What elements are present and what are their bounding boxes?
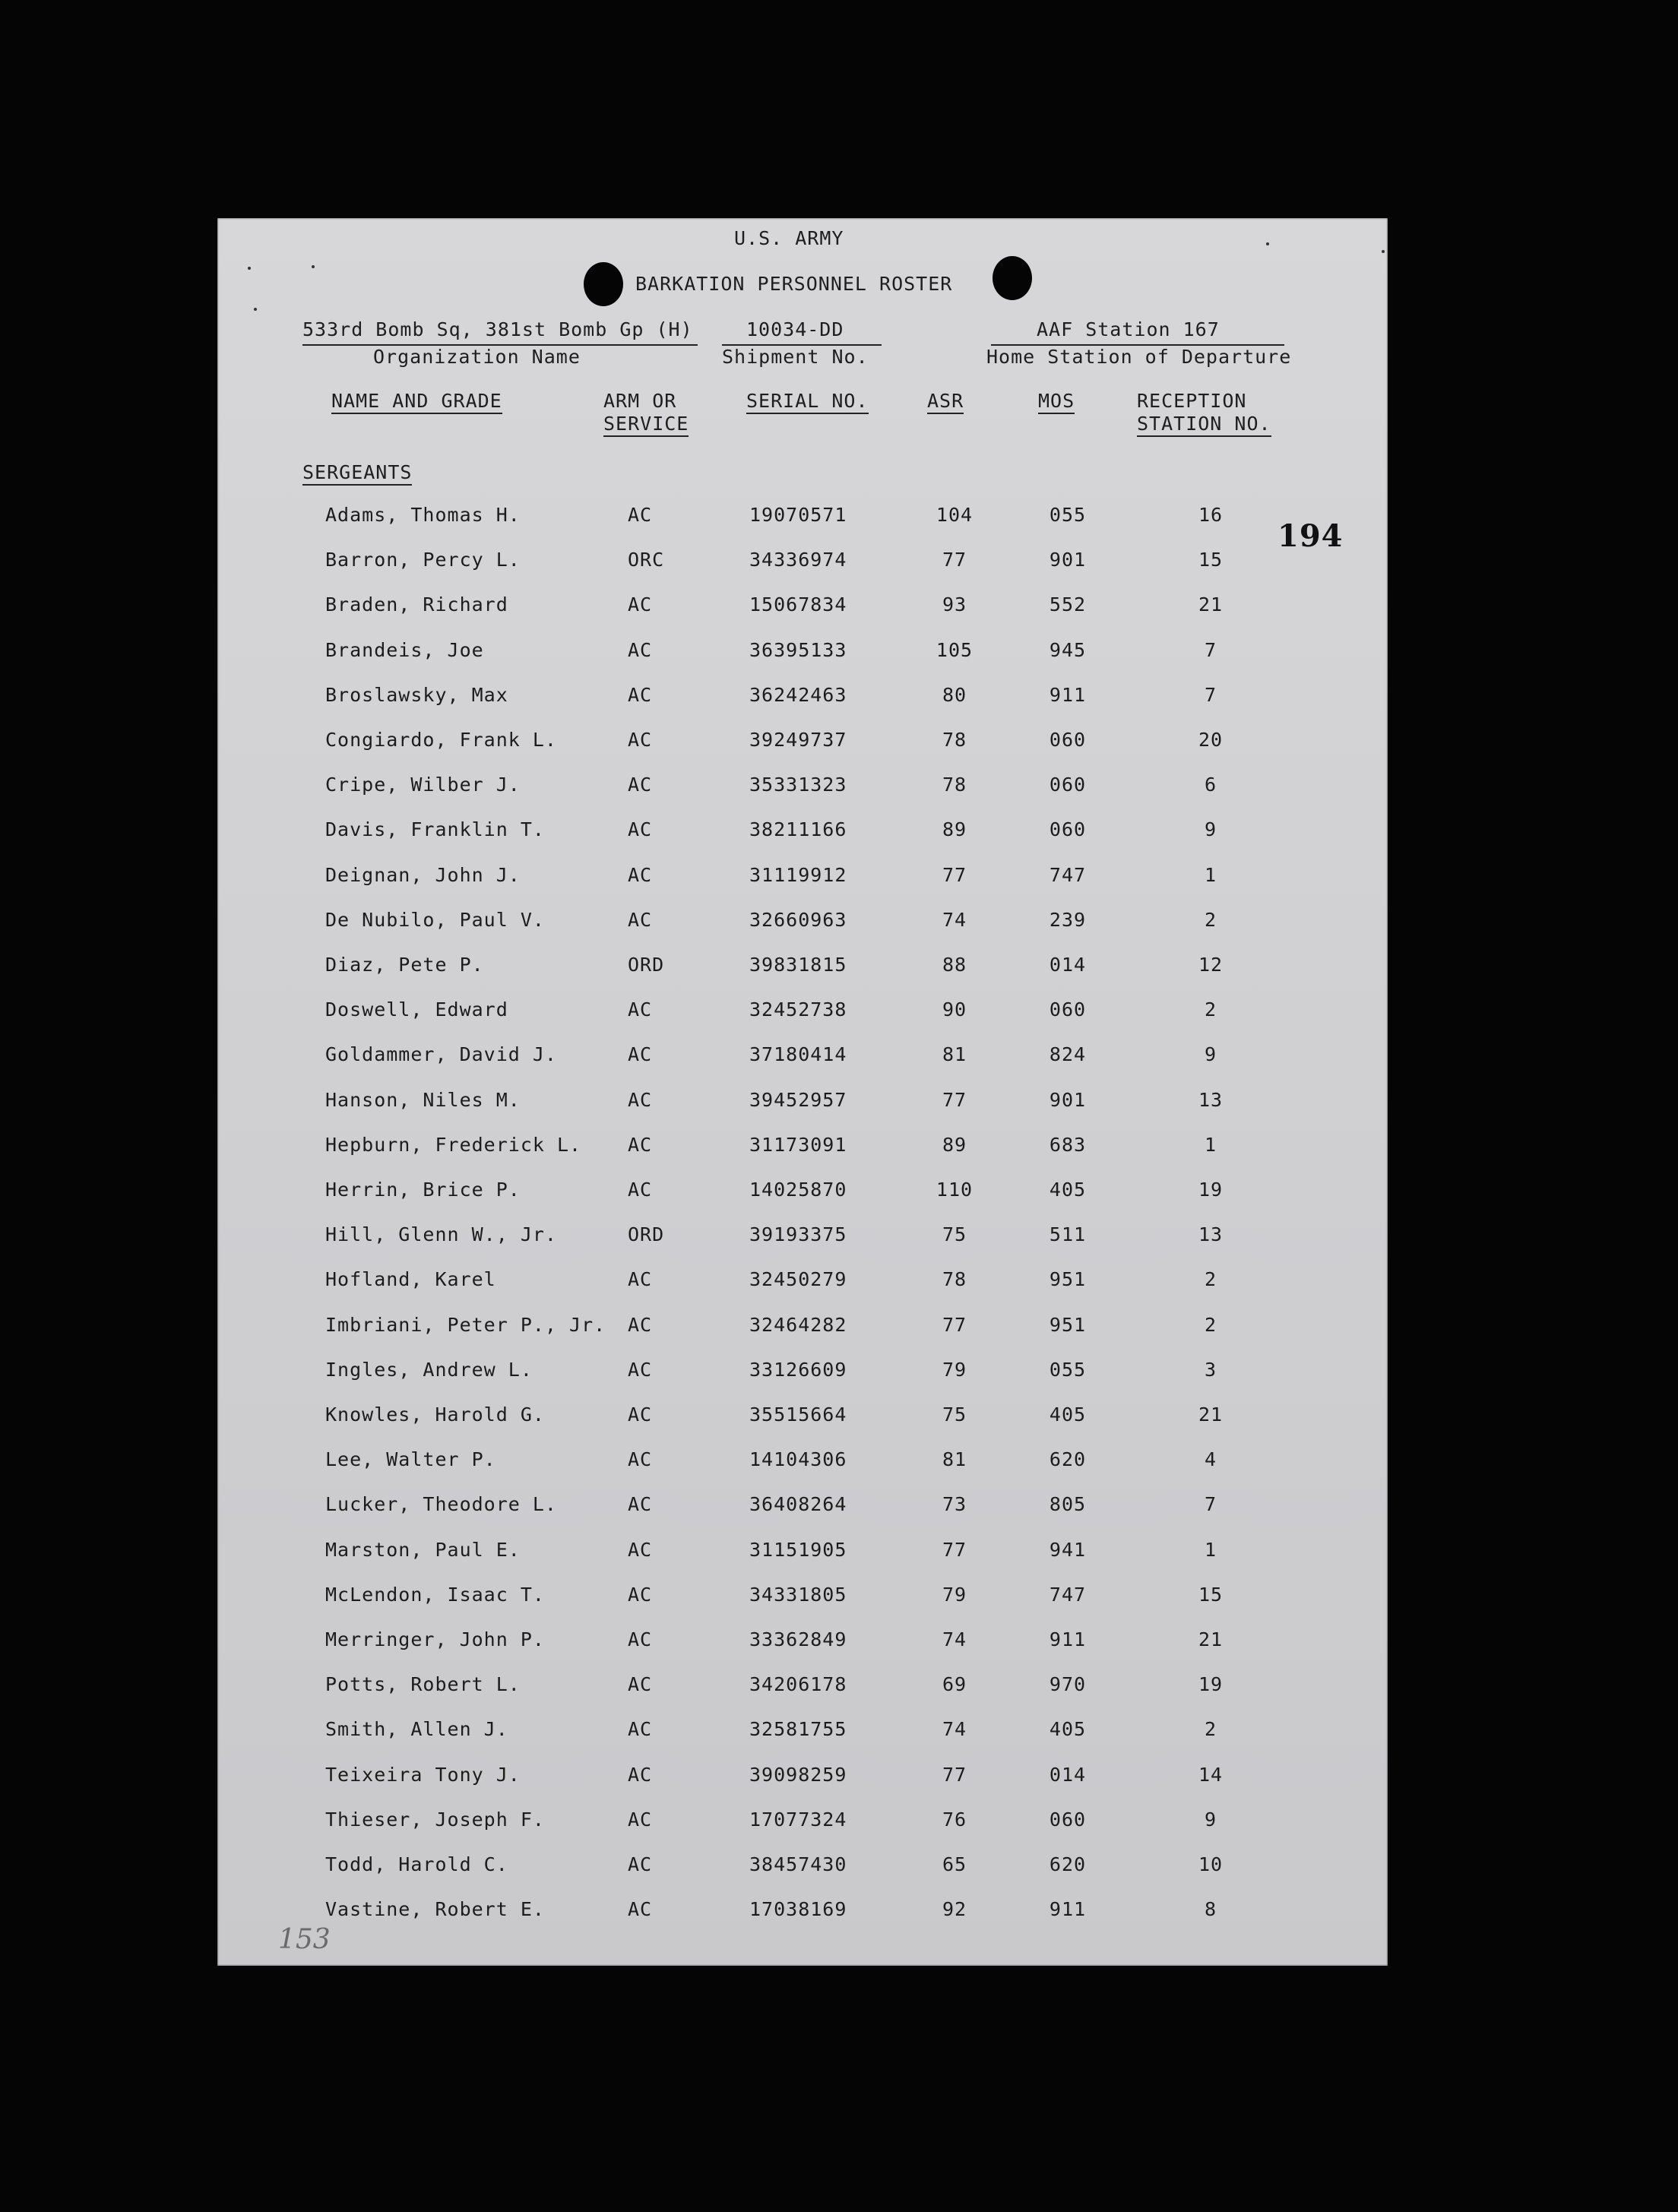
table-row [217,1493,1388,1524]
column-name-grade: NAME AND GRADE [331,390,502,414]
cell-reception: 15 [1198,549,1224,571]
table-row [217,639,1388,669]
cell-name: Potts, Robert L. [325,1673,521,1696]
cell-asr: 75 [942,1403,967,1426]
cell-serial: 35515664 [749,1403,847,1426]
column-asr: ASR [927,390,964,414]
cell-serial: 32581755 [749,1718,847,1741]
cell-mos: 911 [1049,1898,1087,1921]
cell-name: Deignan, John J. [325,863,521,886]
home-station-label: Home Station of Departure [986,346,1292,368]
table-row [217,954,1388,984]
cell-asr: 77 [942,1763,967,1786]
cell-asr: 78 [942,774,967,796]
cell-name: Diaz, Pete P. [325,954,484,976]
cell-asr: 78 [942,1268,967,1291]
cell-arm: AC [628,1133,653,1156]
table-row [217,549,1388,579]
cell-arm: AC [628,1898,653,1921]
speck [1382,250,1385,253]
cell-reception: 4 [1204,1448,1217,1471]
cell-serial: 14025870 [749,1179,847,1201]
cell-mos: 405 [1049,1718,1087,1741]
table-row [217,1359,1388,1389]
cell-asr: 77 [942,863,967,886]
cell-asr: 65 [942,1853,967,1875]
cell-serial: 38211166 [749,818,847,841]
organization-label: Organization Name [373,346,581,368]
cell-name: Lee, Walter P. [325,1448,496,1471]
cell-mos: 683 [1049,1133,1087,1156]
cell-mos: 824 [1049,1043,1087,1066]
table-row [217,1223,1388,1254]
table-row [217,1179,1388,1209]
shipment-number: 10034-DD [746,318,844,340]
cell-reception: 2 [1204,908,1217,931]
speck [1266,242,1269,245]
cell-mos: 060 [1049,1808,1087,1831]
cell-name: Todd, Harold C. [325,1853,508,1875]
cell-asr: 77 [942,1088,967,1111]
cell-reception: 19 [1198,1673,1224,1696]
table-row [217,729,1388,759]
cell-reception: 15 [1198,1583,1224,1606]
army-heading: U.S. ARMY [734,227,844,249]
cell-mos: 747 [1049,1583,1087,1606]
cell-mos: 945 [1049,638,1087,661]
cell-mos: 552 [1049,593,1087,616]
table-row [217,1043,1388,1074]
cell-name: Smith, Allen J. [325,1718,508,1741]
cell-reception: 9 [1204,1043,1217,1066]
cell-serial: 37180414 [749,1043,847,1066]
cell-mos: 620 [1049,1448,1087,1471]
cell-arm: AC [628,1493,653,1516]
cell-serial: 32464282 [749,1313,847,1336]
cell-serial: 39452957 [749,1088,847,1111]
cell-name: Hepburn, Frederick L. [325,1133,582,1156]
cell-arm: AC [628,1313,653,1336]
cell-arm: AC [628,774,653,796]
cell-arm: AC [628,1403,653,1426]
cell-arm: AC [628,1628,653,1650]
cell-serial: 39249737 [749,729,847,751]
cell-asr: 77 [942,1538,967,1561]
cell-serial: 15067834 [749,593,847,616]
cell-asr: 80 [942,683,967,706]
cell-mos: 055 [1049,1358,1087,1381]
cell-arm: ORD [628,954,665,976]
table-row [217,684,1388,714]
cell-name: Congiardo, Frank L. [325,729,557,751]
cell-mos: 239 [1049,908,1087,931]
cell-arm: AC [628,1718,653,1741]
cell-arm: AC [628,638,653,661]
cell-serial: 14104306 [749,1448,847,1471]
cell-name: McLendon, Isaac T. [325,1583,545,1606]
cell-arm: AC [628,1043,653,1066]
cell-mos: 901 [1049,1088,1087,1111]
table-row [217,1314,1388,1344]
cell-arm: AC [628,593,653,616]
cell-arm: AC [628,1448,653,1471]
cell-serial: 36242463 [749,683,847,706]
table-row [217,998,1388,1029]
cell-asr: 78 [942,729,967,751]
shipment-label: Shipment No. [722,346,869,368]
table-row [217,1764,1388,1794]
table-row [217,1673,1388,1704]
cell-serial: 38457430 [749,1853,847,1875]
table-row [217,1584,1388,1614]
table-row [217,593,1388,624]
cell-serial: 31119912 [749,863,847,886]
cell-asr: 77 [942,1313,967,1336]
cell-serial: 34336974 [749,549,847,571]
cell-arm: ORD [628,1223,665,1246]
cell-arm: AC [628,1673,653,1696]
cell-reception: 1 [1204,863,1217,886]
cell-asr: 73 [942,1493,967,1516]
cell-name: Merringer, John P. [325,1628,545,1650]
cell-reception: 8 [1204,1898,1217,1921]
table-row [217,864,1388,894]
document-title: BARKATION PERSONNEL ROSTER [635,273,953,295]
cell-mos: 911 [1049,1628,1087,1650]
cell-name: Thieser, Joseph F. [325,1808,545,1831]
table-row [217,1809,1388,1839]
speck [254,308,257,311]
cell-asr: 79 [942,1358,967,1381]
cell-mos: 405 [1049,1179,1087,1201]
cell-mos: 911 [1049,683,1087,706]
cell-serial: 32450279 [749,1268,847,1291]
table-row [217,1628,1388,1659]
cell-name: Barron, Percy L. [325,549,521,571]
cell-arm: AC [628,1853,653,1875]
punch-hole-right [993,256,1032,300]
cell-name: Cripe, Wilber J. [325,774,521,796]
organization-name: 533rd Bomb Sq, 381st Bomb Gp (H) [302,318,693,340]
cell-reception: 6 [1204,774,1217,796]
cell-reception: 12 [1198,954,1224,976]
cell-serial: 19070571 [749,504,847,526]
cell-reception: 2 [1204,998,1217,1021]
cell-serial: 17038169 [749,1898,847,1921]
cell-arm: AC [628,998,653,1021]
cell-name: Imbriani, Peter P., Jr. [325,1313,606,1336]
cell-serial: 33362849 [749,1628,847,1650]
cell-arm: AC [628,1179,653,1201]
cell-serial: 32660963 [749,908,847,931]
cell-asr: 90 [942,998,967,1021]
cell-reception: 2 [1204,1268,1217,1291]
cell-serial: 35331323 [749,774,847,796]
cell-asr: 69 [942,1673,967,1696]
cell-mos: 901 [1049,549,1087,571]
cell-arm: AC [628,1358,653,1381]
column-arm-line2: SERVICE [603,413,689,437]
cell-asr: 92 [942,1898,967,1921]
cell-serial: 34206178 [749,1673,847,1696]
cell-name: Davis, Franklin T. [325,818,545,841]
cell-name: Adams, Thomas H. [325,504,521,526]
cell-reception: 7 [1204,683,1217,706]
cell-mos: 060 [1049,998,1087,1021]
cell-reception: 10 [1198,1853,1224,1875]
cell-reception: 19 [1198,1179,1224,1201]
cell-reception: 1 [1204,1538,1217,1561]
cell-serial: 33126609 [749,1358,847,1381]
cell-serial: 34331805 [749,1583,847,1606]
cell-name: Teixeira Tony J. [325,1763,521,1786]
cell-mos: 060 [1049,774,1087,796]
cell-arm: AC [628,908,653,931]
cell-arm: AC [628,1088,653,1111]
cell-reception: 13 [1198,1088,1224,1111]
cell-name: Hanson, Niles M. [325,1088,521,1111]
table-row [217,1539,1388,1569]
cell-reception: 20 [1198,729,1224,751]
cell-mos: 014 [1049,954,1087,976]
cell-mos: 747 [1049,863,1087,886]
cell-asr: 81 [942,1448,967,1471]
roster-page [217,218,1388,1966]
speck [312,265,315,268]
cell-mos: 014 [1049,1763,1087,1786]
cell-asr: 110 [936,1179,974,1201]
cell-serial: 31151905 [749,1538,847,1561]
cell-reception: 16 [1198,504,1224,526]
cell-arm: AC [628,683,653,706]
cell-reception: 2 [1204,1718,1217,1741]
cell-reception: 21 [1198,1403,1224,1426]
cell-serial: 32452738 [749,998,847,1021]
cell-reception: 2 [1204,1313,1217,1336]
cell-asr: 89 [942,1133,967,1156]
cell-mos: 060 [1049,818,1087,841]
cell-serial: 39098259 [749,1763,847,1786]
cell-serial: 17077324 [749,1808,847,1831]
cell-arm: AC [628,729,653,751]
cell-name: Knowles, Harold G. [325,1403,545,1426]
cell-mos: 511 [1049,1223,1087,1246]
cell-reception: 7 [1204,1493,1217,1516]
cell-name: Herrin, Brice P. [325,1179,521,1201]
column-mos: MOS [1038,390,1075,414]
cell-name: Hofland, Karel [325,1268,496,1291]
cell-arm: AC [628,504,653,526]
cell-mos: 951 [1049,1313,1087,1336]
cell-name: Doswell, Edward [325,998,508,1021]
cell-name: Lucker, Theodore L. [325,1493,557,1516]
cell-reception: 7 [1204,638,1217,661]
cell-name: Broslawsky, Max [325,683,508,706]
cell-reception: 3 [1204,1358,1217,1381]
cell-asr: 104 [936,504,974,526]
cell-serial: 39193375 [749,1223,847,1246]
cell-arm: AC [628,1538,653,1561]
table-row [217,1718,1388,1748]
cell-reception: 9 [1204,818,1217,841]
cell-name: Marston, Paul E. [325,1538,521,1561]
cell-name: De Nubilo, Paul V. [325,908,545,931]
cell-arm: AC [628,863,653,886]
cell-mos: 970 [1049,1673,1087,1696]
punch-hole-left [584,262,623,306]
cell-asr: 77 [942,549,967,571]
cell-name: Hill, Glenn W., Jr. [325,1223,557,1246]
cell-serial: 31173091 [749,1133,847,1156]
cell-arm: ORC [628,549,665,571]
cell-asr: 93 [942,593,967,616]
cell-reception: 9 [1204,1808,1217,1831]
cell-mos: 941 [1049,1538,1087,1561]
table-row [217,774,1388,804]
cell-name: Brandeis, Joe [325,638,484,661]
table-row [217,818,1388,849]
cell-name: Vastine, Robert E. [325,1898,545,1921]
cell-asr: 75 [942,1223,967,1246]
cell-reception: 1 [1204,1133,1217,1156]
cell-mos: 805 [1049,1493,1087,1516]
cell-serial: 36408264 [749,1493,847,1516]
cell-asr: 105 [936,638,974,661]
table-row [217,1448,1388,1479]
cell-mos: 055 [1049,504,1087,526]
column-arm-line1: ARM OR [603,390,677,412]
cell-reception: 14 [1198,1763,1224,1786]
table-row [217,1898,1388,1929]
cell-asr: 79 [942,1583,967,1606]
table-row [217,1268,1388,1299]
cell-reception: 13 [1198,1223,1224,1246]
cell-asr: 89 [942,818,967,841]
table-row [217,909,1388,939]
cell-asr: 76 [942,1808,967,1831]
cell-arm: AC [628,1763,653,1786]
column-serial: SERIAL NO. [746,390,869,414]
page-number-stamp: 194 [1277,518,1344,554]
cell-arm: AC [628,1583,653,1606]
cell-asr: 74 [942,908,967,931]
cell-reception: 21 [1198,593,1224,616]
home-station: AAF Station 167 [1037,318,1220,340]
cell-serial: 36395133 [749,638,847,661]
cell-asr: 74 [942,1718,967,1741]
cell-name: Braden, Richard [325,593,508,616]
cell-serial: 39831815 [749,954,847,976]
cell-asr: 74 [942,1628,967,1650]
cell-asr: 81 [942,1043,967,1066]
cell-name: Goldammer, David J. [325,1043,557,1066]
cell-asr: 88 [942,954,967,976]
cell-arm: AC [628,818,653,841]
cell-reception: 21 [1198,1628,1224,1650]
table-row [217,1089,1388,1119]
section-heading: SERGEANTS [302,461,412,486]
cell-arm: AC [628,1268,653,1291]
cell-mos: 405 [1049,1403,1087,1426]
table-row [217,1853,1388,1884]
cell-arm: AC [628,1808,653,1831]
speck [248,267,251,270]
table-row [217,1403,1388,1434]
pencil-note: 153 [278,1924,331,1955]
cell-name: Ingles, Andrew L. [325,1358,533,1381]
column-reception-line2: STATION NO. [1137,413,1271,437]
cell-mos: 060 [1049,729,1087,751]
table-row [217,504,1388,534]
cell-mos: 951 [1049,1268,1087,1291]
column-reception-line1: RECEPTION [1137,390,1247,412]
table-row [217,1134,1388,1164]
cell-mos: 620 [1049,1853,1087,1875]
